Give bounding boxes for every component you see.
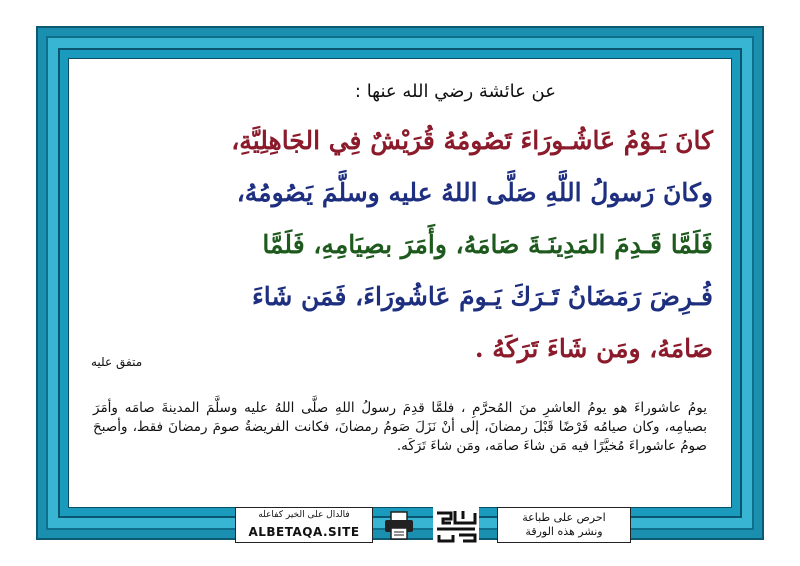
decorative-frame: [36, 26, 764, 540]
explanation-text: يومُ عاشوراءَ هو يومُ العاشرِ منَ المُحرَّمِ ، فلمَّا قدِمَ رسولُ اللهِ صلَّى اللهُ عليه وسلَّمَ المدينةَ صامَه وأمَرَ بصيامِه، وكان صيامُه فَرْضًا قَبْلَ رمضانَ، إلى أنْ نَزَلَ صَومُ رمضانَ، فكانت الفريضةُ صومَ رمضانَ فقط، وأصبحَ صومُ عاشوراءَ مُخيَّرًا فيه مَن شاءَ صامَه، ومَن شاءَ تَرَكَه.: [93, 400, 707, 454]
website-box: [235, 507, 373, 543]
content-panel: [68, 58, 732, 539]
print-reminder-line-2: ونشر هذه الورقة: [525, 525, 603, 538]
narrator-intro: عن عائشة رضي الله عنها :: [354, 81, 556, 102]
print-reminder-line-1: احرص على طباعة: [522, 511, 606, 524]
printer-icon: [383, 511, 415, 541]
dawah-logo: [431, 505, 481, 545]
hadith-line-2: وكانَ رَسولُ اللَّهِ صَلَّى اللهُ عليه وسلَّمَ يَصُومُهُ،: [236, 178, 713, 207]
hadith-line-3: فَلَمَّا قَـدِمَ المَدِينَـةَ صَامَهُ، وأَمَرَ بصِيَامِهِ، فَلَمَّا: [262, 230, 713, 259]
footer: [235, 505, 635, 547]
hadith-line-5: صَامَهُ، ومَن شَاءَ تَرَكَهُ .: [474, 334, 713, 363]
frame-inner-border: [58, 48, 742, 539]
print-reminder-box: [497, 507, 631, 543]
frame-bevel: [46, 36, 754, 539]
print-reminder: [498, 511, 630, 539]
hadith-text: [89, 115, 713, 375]
hadith-line-4: فُـرِضَ رَمَضَانُ تَـرَكَ يَـومَ عَاشُورَاءَ، فَمَن شَاءَ: [252, 282, 713, 311]
footer-slogan: فالدال على الخير كفاعله: [258, 510, 350, 520]
website-url: ALBETAQA.SITE: [248, 525, 360, 539]
hadith-line-1: كانَ يَـوْمُ عَاشُـورَاءَ تَصُومُهُ قُرَيْشٌ فِي الجَاهِلِيَّةِ،: [231, 126, 713, 155]
hadith-source: متفق عليه: [91, 355, 143, 369]
